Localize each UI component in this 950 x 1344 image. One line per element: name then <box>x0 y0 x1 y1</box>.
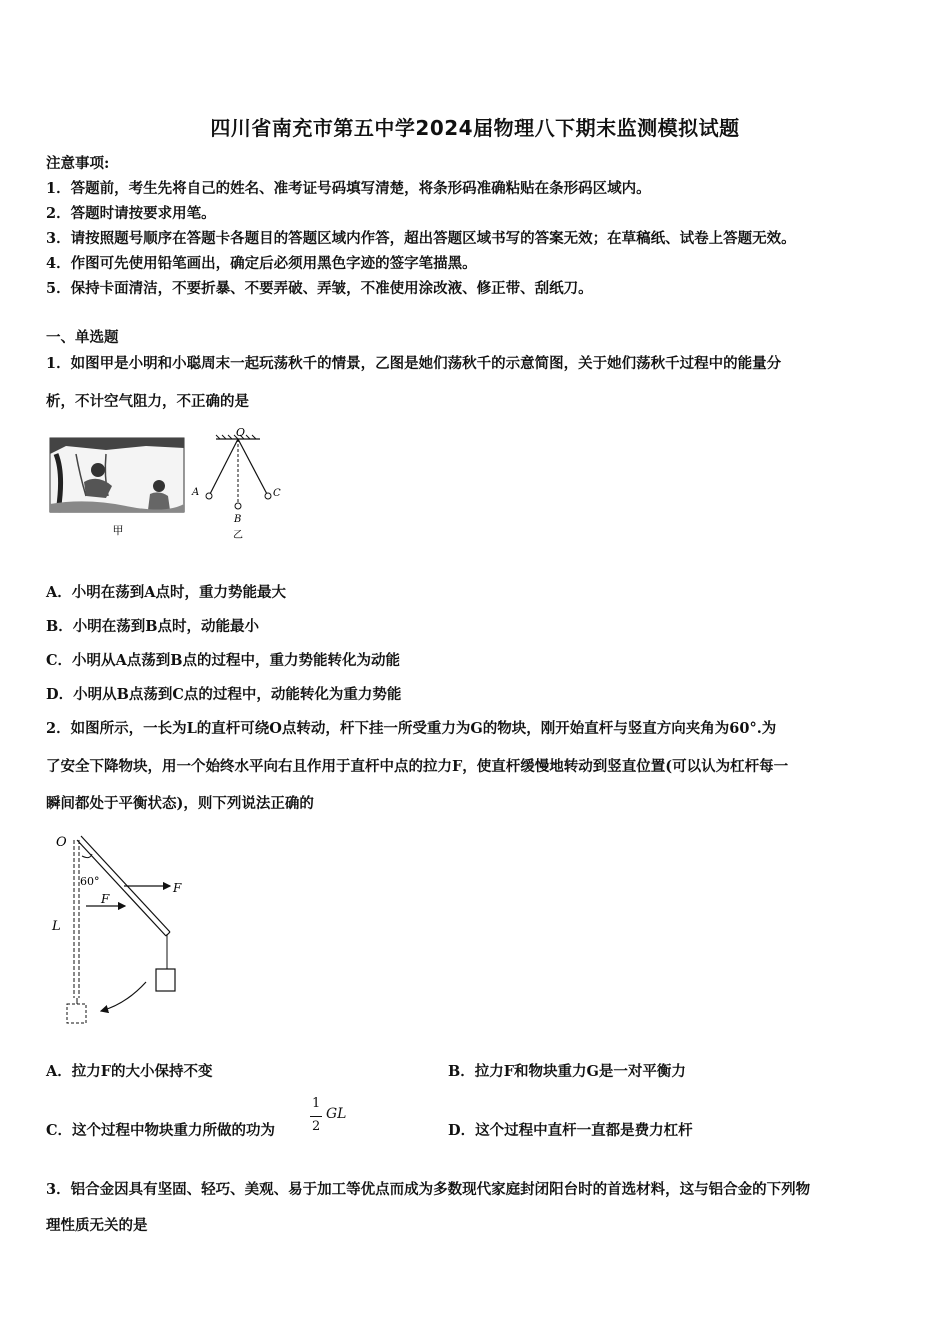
option-a: A．拉力F的大小保持不变 <box>46 1063 213 1080</box>
notice-item: 5．保持卡面清洁，不要折暴、不要弄破、弄皱，不准使用涂改液、修正带、刮纸刀。 <box>46 280 593 297</box>
swing-photo-image <box>50 438 184 512</box>
label-angle: 60° <box>80 875 100 888</box>
notice-item: 3．请按照题号顺序在答题卡各题目的答题区域内作答，超出答题区域书写的答案无效；在草稿纸、试卷上答题无效。 <box>46 230 796 247</box>
label-l: L <box>52 919 61 934</box>
option-d: D．小明从B点荡到C点的过程中，动能转化为重力势能 <box>46 686 402 703</box>
fraction-tail: GL <box>326 1106 347 1122</box>
label-f: F <box>101 892 110 906</box>
page-title: 四川省南充市第五中学2024届物理八下期末监测模拟试题 <box>210 116 740 140</box>
option-c: C．这个过程中物块重力所做的功为 <box>46 1122 276 1139</box>
caption-yi: 乙 <box>233 530 243 541</box>
swing-diagram <box>206 435 271 509</box>
option-d: D．这个过程中直杆一直都是费力杠杆 <box>448 1122 693 1139</box>
label-a: A <box>192 487 200 498</box>
question-2-text: 瞬间都处于平衡状态)，则下列说法正确的 <box>46 795 314 812</box>
question-1-text: 析，不计空气阻力，不正确的是 <box>46 393 249 410</box>
question-3-text: 理性质无关的是 <box>46 1217 148 1234</box>
section-heading: 一、单选题 <box>46 329 119 346</box>
question-2-text: 了安全下降物块，用一个始终水平向右且作用于直杆中点的拉力F，使直杆缓慢地转动到竖直位置(可以认为杠杆每一 <box>46 758 789 775</box>
label-o: O <box>236 426 246 439</box>
question-1-text: 1．如图甲是小明和小聪周末一起玩荡秋千的情景，乙图是她们荡秋千的示意简图，关于她们荡秋千过程中的能量分 <box>46 355 782 372</box>
notice-item: 4．作图可先使用铅笔画出，确定后必须用黑色字迹的签字笔描黑。 <box>46 255 477 272</box>
notice-heading: 注意事项: <box>46 155 110 172</box>
option-a: A．小明在荡到A点时，重力势能最大 <box>46 584 286 601</box>
label-b: B <box>234 514 242 525</box>
option-b: B．拉力F和物块重力G是一对平衡力 <box>448 1063 686 1080</box>
fraction-denominator: 2 <box>312 1119 321 1134</box>
fraction-bar <box>310 1116 322 1117</box>
notice-item: 1．答题前，考生先将自己的姓名、准考证号码填写清楚，将条形码准确粘贴在条形码区域内。 <box>46 180 651 197</box>
question-2-text: 2．如图所示，一长为L的直杆可绕O点转动，杆下挂一所受重力为G的物块，刚开始直杆与竖直方向夹角为60°.为 <box>46 720 777 737</box>
question-2-figure <box>46 826 206 1031</box>
lever-diagram <box>67 836 175 1023</box>
option-b: B．小明在荡到B点时，动能最小 <box>46 618 260 635</box>
fraction-numerator: 1 <box>312 1096 321 1111</box>
notice-item: 2．答题时请按要求用笔。 <box>46 205 216 222</box>
label-f-right: F <box>173 881 182 895</box>
question-1-figure <box>46 424 296 549</box>
caption-jia: 甲 <box>112 524 124 537</box>
label-c: C <box>273 488 281 499</box>
option-c: C．小明从A点荡到B点的过程中，重力势能转化为动能 <box>46 652 401 669</box>
label-o: O <box>56 835 67 850</box>
question-3-text: 3．铝合金因具有坚固、轻巧、美观、易于加工等优点而成为多数现代家庭封闭阳台时的首选材料，这与铝合金的下列物 <box>46 1181 811 1198</box>
